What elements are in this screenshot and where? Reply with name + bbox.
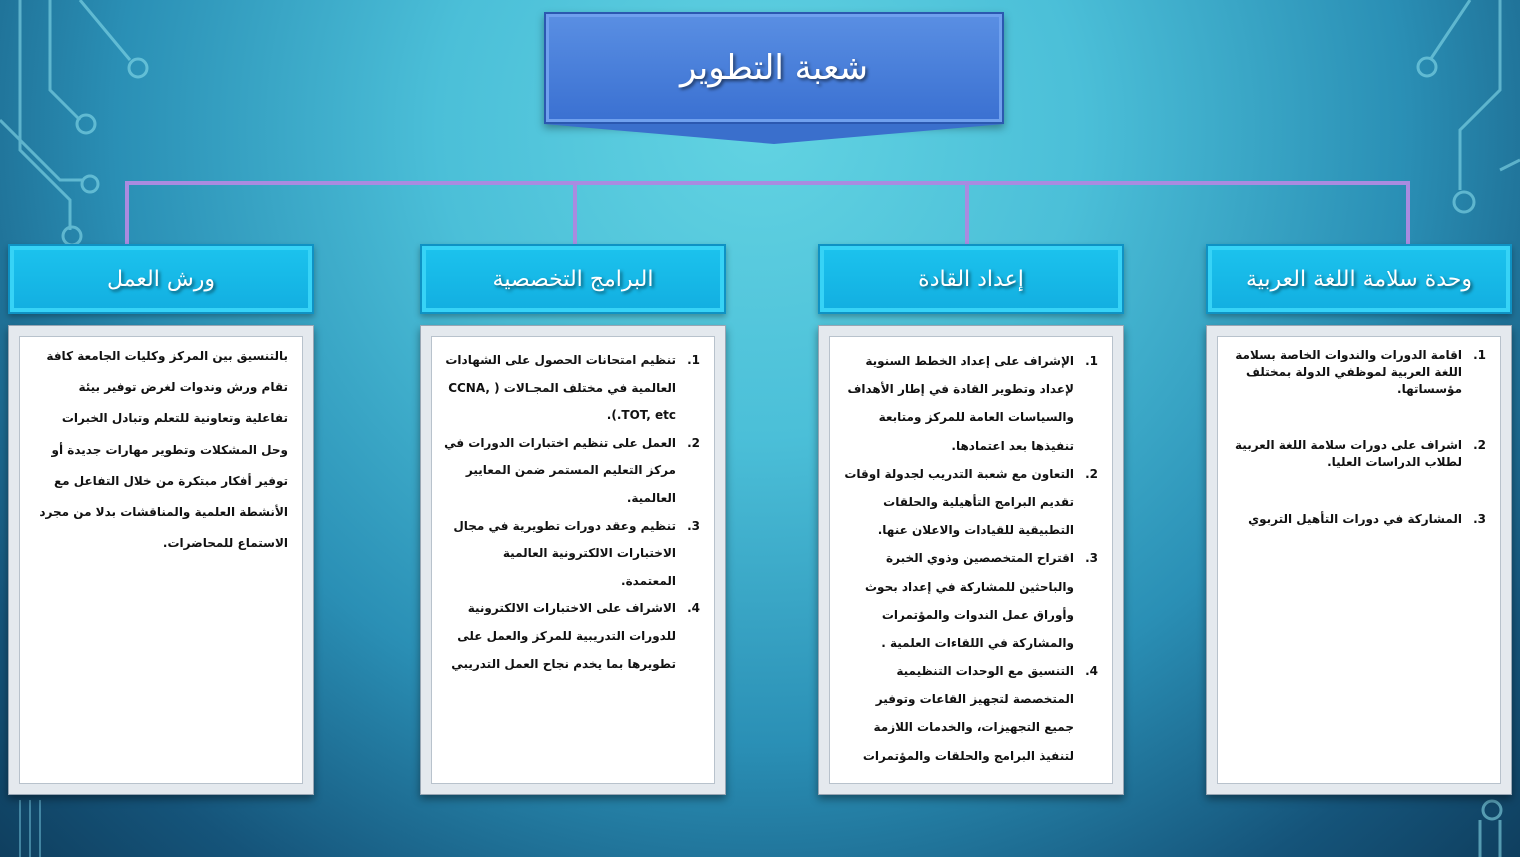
item-text: اشراف على دورات سلامة اللغة العربية لطلاب الدراسات العليا.: [1235, 438, 1462, 470]
list-item: [1230, 511, 1486, 528]
task-list: [1230, 347, 1486, 528]
list-item: [842, 347, 1098, 460]
connector-to-arabic-unit: [1406, 181, 1410, 247]
item-number: 2.: [687, 435, 700, 450]
workshop-description: بالتنسيق بين المركز وكليات الجامعة كافة تقام ورش وندوات لغرض توفير بيئة تفاعلية وتعاونية للتعلم وتبادل الخبرات وحل المشكلات وتطوير مهارات جديدة أو توفير أفكار مبتكرة من خلال التفاعل مع الأنشطة العلمية والمناقشات بدلا من مجرد الاستماع للمحاضرات.: [39, 349, 288, 551]
list-item: [444, 513, 700, 596]
item-text: اقامة الدورات والندوات الخاصة بسلامة اللغة العربية لموظفي الدولة بمختلف مؤسساتها.: [1235, 348, 1462, 396]
connector-to-workshops: [125, 181, 129, 247]
unit-title: إعداد القادة: [918, 266, 1024, 292]
connector-to-specialized: [573, 181, 577, 247]
list-item: [444, 430, 700, 513]
item-number: 4.: [687, 601, 700, 616]
item-text: اقتراح المتخصصين وذوي الخبرة والباحثين للمشاركة في إعداد بحوث وأوراق عمل الندوات والمؤتمرات والمشاركة في اللقاءات العلمية .: [864, 551, 1074, 650]
unit-panel-specialized: [420, 325, 726, 795]
panel-content: [19, 336, 303, 784]
item-text: تنظيم وعقد دورات تطويرية في مجال الاختبارات الالكترونية العالمية المعتمدة.: [453, 518, 676, 588]
item-text: الإشراف على إعداد الخطط السنوية لإعداد وتطوير القادة في إطار الأهداف والسياسات العامة للمركز ومتابعة تنفيذها بعد اعتمادها.: [847, 354, 1074, 453]
item-number: 3.: [687, 518, 700, 533]
item-number: 2.: [1473, 438, 1486, 453]
unit-title: البرامج التخصصية: [492, 266, 654, 292]
list-item: [1230, 347, 1486, 397]
unit-header-workshops: [8, 244, 314, 314]
unit-header-arabic: [1206, 244, 1512, 314]
task-list: [842, 347, 1098, 770]
unit-panel-arabic: [1206, 325, 1512, 795]
title-box: [544, 12, 1004, 124]
item-text: التعاون مع شعبة التدريب لجدولة اوقات تقديم البرامج التأهيلية والحلقات التطبيقية للقيادات والاعلان عنها.: [844, 466, 1074, 538]
unit-title: ورش العمل: [107, 266, 215, 292]
list-item: [444, 347, 700, 430]
list-item: [842, 460, 1098, 545]
panel-content: [431, 336, 715, 784]
item-number: 3.: [1473, 511, 1486, 526]
item-text: العمل على تنظيم اختبارات الدورات في مركز التعليم المستمر ضمن المعايير العالمية.: [444, 435, 676, 505]
unit-panel-leadership: [818, 325, 1124, 795]
item-text: الاشراف على الاختبارات الالكترونية للدورات التدريبية للمركز والعمل على تطويرها بما يخدم نجاح العمل التدريبي: [451, 601, 676, 671]
item-number: 3.: [1085, 551, 1098, 566]
list-item: [1230, 437, 1486, 471]
list-item: [842, 657, 1098, 770]
list-item: [444, 595, 700, 678]
item-number: 1.: [1085, 354, 1098, 368]
item-text: التنسيق مع الوحدات التنظيمية المتخصصة لتجهيز القاعات وتوفير جميع التجهيزات، والخدمات اللازمة لتنفيذ البرامج والحلقات والمؤتمرات: [862, 664, 1074, 763]
task-list: [444, 347, 700, 678]
title-shape: [544, 12, 1004, 144]
unit-panel-workshops: [8, 325, 314, 795]
connector-horizontal: [125, 181, 1410, 185]
item-number: 1.: [1473, 348, 1486, 362]
diagram-title: شعبة التطوير: [680, 48, 868, 88]
unit-title: وحدة سلامة اللغة العربية: [1245, 266, 1473, 292]
item-text: تنظيم امتحانات الحصول على الشهادات العالمية في مختلف المجـالات ( CCNA, TOT, etc.).: [445, 353, 676, 423]
item-number: 1.: [687, 353, 700, 367]
item-number: 4.: [1085, 664, 1098, 679]
item-text: المشاركة في دورات التأهيل التربوي: [1248, 511, 1462, 526]
panel-content: [1217, 336, 1501, 784]
unit-header-specialized: [420, 244, 726, 314]
title-arrow: [544, 124, 1004, 144]
list-item: [842, 544, 1098, 657]
unit-header-leadership: [818, 244, 1124, 314]
connector-to-leadership: [965, 181, 969, 247]
item-number: 2.: [1085, 466, 1098, 481]
panel-content: [829, 336, 1113, 784]
